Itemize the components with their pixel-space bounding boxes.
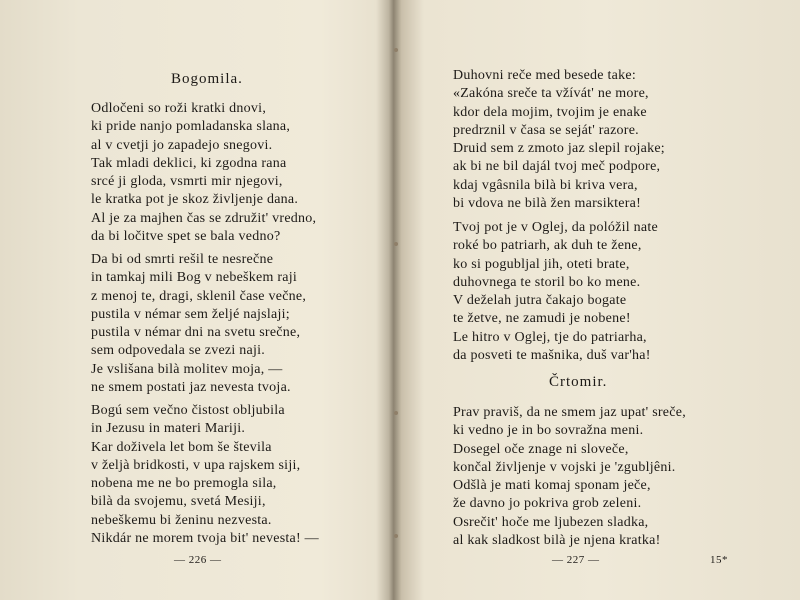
verse-line: nebeškemu bi ženinu nezvesta. xyxy=(91,512,272,528)
verse-line: al v cvetji jo zapadejo snegovi. xyxy=(91,137,273,153)
right-stanza-1 xyxy=(453,67,665,213)
verse-line: te žetve, ne zamudi je nobene! xyxy=(453,311,631,327)
verse-line: bilà da svojemu, svetá Mesiji, xyxy=(91,494,266,510)
verse-line: al kak sladkost bilà je njena kratka! xyxy=(453,533,661,549)
signature-mark: 15* xyxy=(710,554,728,566)
left-stanza-2 xyxy=(91,251,306,397)
right-stanza-3 xyxy=(453,404,686,550)
verse-line: Tak mladi deklici, ki zgodna rana xyxy=(91,155,287,171)
verse-line: Nikdár ne morem tvoja bit' nevesta! — xyxy=(91,531,319,547)
verse-line: predrznil v časa se seját' razore. xyxy=(453,122,639,138)
left-page xyxy=(0,0,388,600)
binding-stitch xyxy=(394,242,398,246)
verse-line: z menoj te, dragi, sklenil čase večne, xyxy=(91,288,307,304)
verse-line: Kar doživela let bom še števila xyxy=(91,439,272,455)
verse-line: Bogú sem večno čistost obljubila xyxy=(91,403,285,418)
verse-line: pustila v némar dni na svetu srečne, xyxy=(91,325,301,341)
verse-line: le kratka pot je skoz življenje dana. xyxy=(91,192,299,208)
verse-line: pustila v némar sem željé najslaji; xyxy=(91,306,290,322)
verse-line: nobena me ne bo premogla sila, xyxy=(91,476,277,492)
binding-stitch xyxy=(394,534,398,538)
verse-line: sem odpovedala se zvezi naji. xyxy=(91,343,266,359)
right-page xyxy=(402,0,800,600)
verse-line: srcé ji gloda, vsmrti mir njegovi, xyxy=(91,174,283,190)
verse-line: Druid sem z zmoto jaz slepil rojake; xyxy=(453,141,665,157)
verse-line: duhovnega te storil bo ko mene. xyxy=(453,274,641,290)
verse-line: Prav praviš, da ne smem jaz upat' sreče, xyxy=(453,405,686,420)
binding-stitch xyxy=(394,411,398,415)
verse-line: ak bi ne bil dajál tvoj meč podpore, xyxy=(453,159,661,175)
verse-line: Tvoj pot je v Oglej, da polóžil nate xyxy=(453,220,658,235)
verse-line: V deželah jutra čakajo bogate xyxy=(453,293,627,309)
verse-line: in tamkaj mili Bog v nebeškem raji xyxy=(91,270,298,286)
verse-line: Da bi od smrti rešil te nesrečne xyxy=(91,252,274,267)
verse-line: ko si pogubljal jih, oteti brate, xyxy=(453,256,630,272)
binding-stitch xyxy=(394,48,398,52)
verse-line: Al je za majhen čas se združit' vredno, xyxy=(91,210,317,226)
poem-title-crtomir: Črtomir. xyxy=(549,374,608,390)
verse-line: Je vslišana bilà molitev moja, — xyxy=(91,361,283,377)
verse-line: da posveti te mašnika, duš var'ha! xyxy=(453,348,651,364)
verse-line: Odločeni so roži kratki dnovi, xyxy=(91,101,267,116)
page-number-left: — 226 — xyxy=(174,554,222,566)
verse-line: «Zakóna sreče ta vžívát' ne more, xyxy=(453,86,649,102)
right-stanza-2 xyxy=(453,219,658,365)
verse-line: ne smem postati jaz nevesta tvoja. xyxy=(91,380,291,396)
verse-line: bi vdova ne bilà žen marsiktera! xyxy=(453,196,641,212)
verse-line: kdor dela mojim, tvojim je enake xyxy=(453,104,647,120)
poem-title-bogomila: Bogomila. xyxy=(171,71,243,87)
verse-line: ki vedno je in bo sovražna meni. xyxy=(453,423,644,439)
verse-line: Osrečit' hoče me ljubezen sladka, xyxy=(453,514,649,530)
left-stanza-1 xyxy=(91,100,316,246)
verse-line: kdaj vgâsnila bilà bi kriva vera, xyxy=(453,177,638,193)
verse-line: Odšlà je mati komaj sponam ječe, xyxy=(453,478,651,494)
verse-line: Le hitro v Oglej, tje do patriarha, xyxy=(453,329,647,345)
verse-line: da bi ločitve spet se bala vedno? xyxy=(91,229,281,245)
verse-line: v željà bridkosti, v upa rajskem siji, xyxy=(91,457,301,473)
verse-line: ki pride nanjo pomladanska slana, xyxy=(91,119,291,135)
page-number-right: — 227 — xyxy=(552,554,600,566)
verse-line: Duhovni reče med besede take: xyxy=(453,68,636,83)
verse-line: roké bo patriarh, ak duh te žene, xyxy=(453,238,642,254)
verse-line: končal življenje v vojski je 'zgubljêni. xyxy=(453,459,676,475)
verse-line: Dosegel oče znage ni sloveče, xyxy=(453,441,629,457)
left-stanza-3 xyxy=(91,402,319,548)
verse-line: in Jezusu in materi Mariji. xyxy=(91,421,246,437)
verse-line: že davno jo pokriva grob zeleni. xyxy=(453,496,642,512)
